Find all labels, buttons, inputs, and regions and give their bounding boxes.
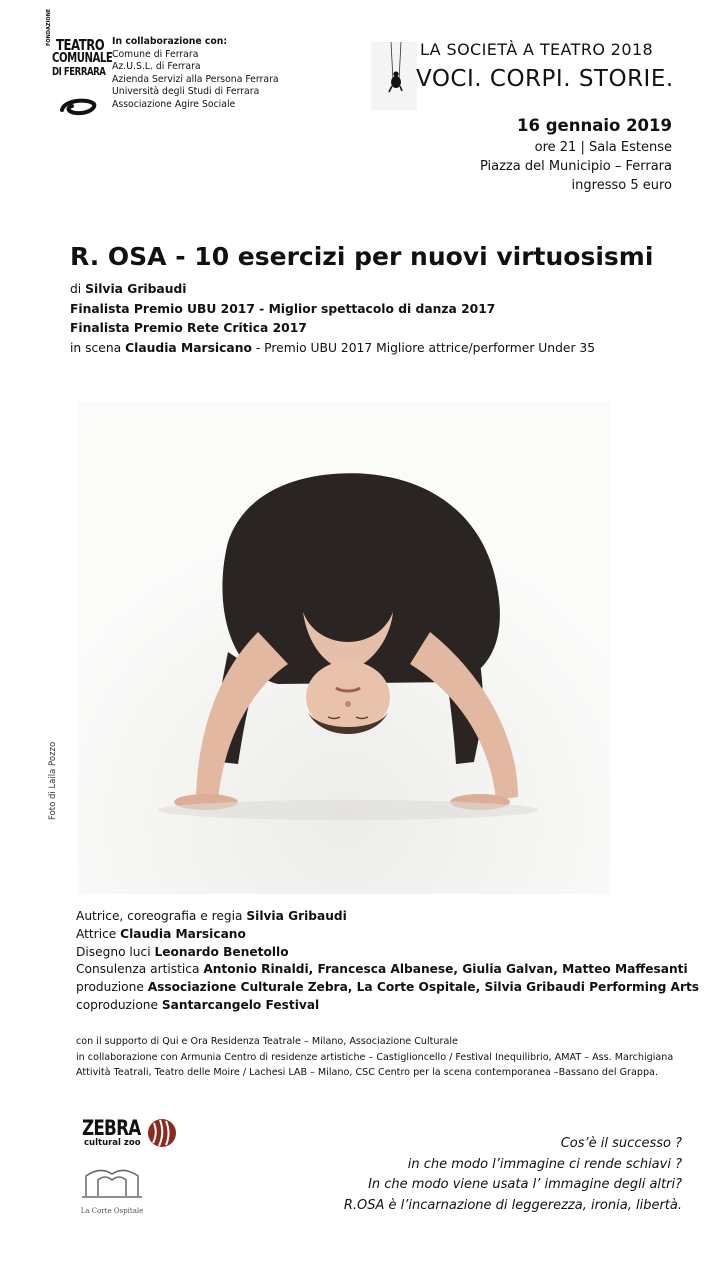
swing-figure-image xyxy=(371,42,417,110)
performer-name: Claudia Marsicano xyxy=(125,340,252,355)
author-line xyxy=(70,280,595,300)
performer-photo xyxy=(78,402,610,894)
quote-line: in che modo l’immagine ci rende schiavi ? xyxy=(407,1156,682,1172)
zebra-stripes-icon xyxy=(145,1118,179,1148)
series-subtitle: VOCI. CORPI. STORIE. xyxy=(416,66,674,92)
credit-label: Autrice, coreografia e regia xyxy=(76,909,247,923)
credit-label: Disegno luci xyxy=(76,944,155,959)
collaboration-item: Comune di Ferrara xyxy=(112,48,199,60)
credit-row xyxy=(76,979,699,997)
la-corte-ospitale-icon xyxy=(80,1162,144,1202)
credit-label: Attrice xyxy=(76,926,121,941)
performer-figure-illustration xyxy=(78,402,610,894)
credit-row xyxy=(76,926,699,944)
credit-row xyxy=(76,997,699,1015)
credit-value: Silvia Gribaudi xyxy=(246,909,347,923)
la-corte-ospitale-caption: La Corte Ospitale xyxy=(80,1207,144,1215)
collaboration-item: Università degli Studi di Ferrara xyxy=(112,86,260,98)
cast-suffix: - Premio UBU 2017 Migliore attrice/performer Under 35 xyxy=(251,340,596,355)
event-price: ingresso 5 euro xyxy=(571,178,672,193)
logo-line-1: TEATRO xyxy=(56,36,105,54)
zebra-logo-name: ZEBRA xyxy=(82,1116,141,1140)
author-prefix: di xyxy=(70,282,86,296)
quote-line: In che modo viene usata l’ immagine degli altri? xyxy=(368,1177,682,1192)
collaboration-item: Az.U.S.L. di Ferrara xyxy=(112,61,201,73)
credit-label: produzione xyxy=(76,980,148,995)
author-name: Silvia Gribaudi xyxy=(85,282,187,296)
logo-swirl-icon xyxy=(58,96,98,116)
teatro-comunale-logo xyxy=(46,8,113,114)
photo-credit: Foto di Laila Pozzo xyxy=(48,741,58,820)
collaboration-item: Azienda Servizi alla Persona Ferrara xyxy=(112,73,279,85)
credit-label: coproduzione xyxy=(76,997,162,1012)
zebra-logo-subtitle: cultural zoo xyxy=(84,1138,141,1148)
credit-label: Consulenza artistica xyxy=(76,962,204,977)
credit-value: Claudia Marsicano xyxy=(120,926,246,941)
event-info xyxy=(480,114,672,195)
series-title: LA SOCIETÀ A TEATRO 2018 xyxy=(420,40,654,59)
credit-value: Antonio Rinaldi, Francesca Albanese, Giulia Galvan, Matteo Maffesanti xyxy=(203,962,688,977)
cast-prefix: in scena xyxy=(70,340,126,355)
logo-line-2: COMUNALE xyxy=(52,51,113,66)
collaboration-item: Associazione Agire Sociale xyxy=(112,98,236,110)
support-line-2: in collaborazione con Armunia Centro di residenze artistiche – Castiglioncello / Festival Inequilibrio, AMAT – Ass. Marchigiana Attività Teatrali, Teatro delle Moire / Lachesi LAB – Milano, CSC Centro per la scena contemporanea –Bassano del Grappa. xyxy=(76,1051,674,1078)
credit-row xyxy=(76,961,699,979)
swing-figure-icon xyxy=(371,42,417,110)
event-time-venue: ore 21 | Sala Estense xyxy=(534,140,672,155)
event-date: 16 gennaio 2019 xyxy=(517,116,672,135)
credit-row xyxy=(76,908,699,926)
show-credits xyxy=(70,280,595,358)
credit-row xyxy=(76,944,699,962)
collaboration-title: In collaborazione con: xyxy=(112,36,228,47)
award-line-1 xyxy=(70,300,595,320)
logo-line-3: DI FERRARA xyxy=(52,65,106,78)
cast-line xyxy=(70,339,595,359)
quote-line: Cos’è il successo ? xyxy=(560,1136,682,1151)
support-text xyxy=(76,1034,696,1081)
quote-line: R.OSA è l’incarnazione di leggerezza, ironia, libertà. xyxy=(343,1197,682,1213)
credit-value: Leonardo Benetollo xyxy=(154,944,289,959)
event-address: Piazza del Municipio – Ferrara xyxy=(479,159,672,174)
award-1: Finalista Premio UBU 2017 - Miglior spettacolo di danza 2017 xyxy=(70,301,496,316)
credit-value: Associazione Culturale Zebra, La Corte Ospitale, Silvia Gribaudi Performing Arts xyxy=(147,980,700,995)
zebra-logo xyxy=(82,1118,179,1148)
credit-value: Santarcangelo Festival xyxy=(161,997,320,1012)
production-credits xyxy=(76,908,699,1015)
closing-quote xyxy=(344,1134,682,1216)
collaboration-block xyxy=(112,36,279,112)
award-2: Finalista Premio Rete Critica 2017 xyxy=(70,321,307,335)
show-title: R. OSA - 10 esercizi per nuovi virtuosismi xyxy=(70,242,654,271)
support-line-1: con il supporto di Qui e Ora Residenza Teatrale – Milano, Associazione Culturale xyxy=(76,1036,458,1047)
logo-fondazione: FONDAZIONE xyxy=(46,8,52,46)
award-line-2 xyxy=(70,319,595,339)
la-corte-ospitale-logo xyxy=(80,1162,144,1215)
